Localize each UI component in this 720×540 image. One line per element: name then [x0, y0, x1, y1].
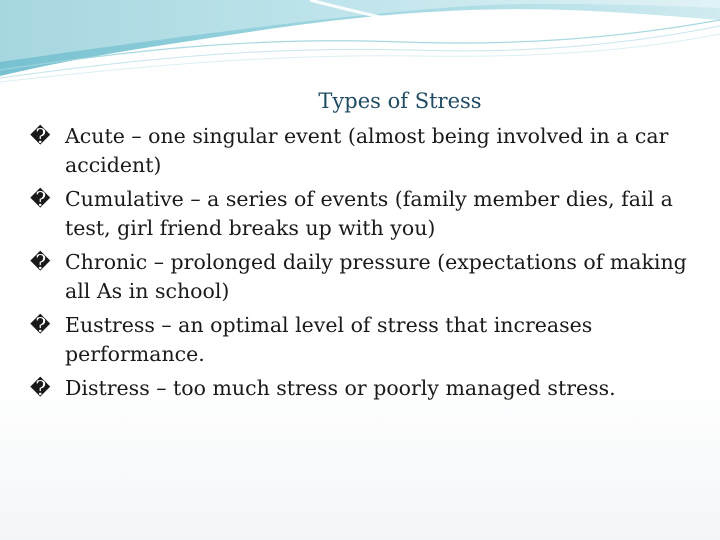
- bullet-glyph: �: [30, 250, 51, 274]
- list-item: [30, 311, 690, 369]
- bullet-glyph: �: [30, 124, 51, 148]
- bullet-glyph: �: [30, 313, 51, 337]
- bullet-list: [30, 122, 690, 408]
- list-item: [30, 248, 690, 306]
- header-wave-decoration: [0, 0, 720, 90]
- list-item-text: Cumulative – a series of events (family member dies, fail a test, girl friend breaks up with you): [65, 187, 673, 240]
- list-item-text: Distress – too much stress or poorly managed stress.: [65, 376, 616, 400]
- bullet-glyph: �: [30, 376, 51, 400]
- list-item: [30, 122, 690, 180]
- list-item-text: Acute – one singular event (almost being involved in a car accident): [65, 124, 669, 177]
- list-item-text: Eustress – an optimal level of stress that increases performance.: [65, 313, 593, 366]
- bullet-glyph: �: [30, 187, 51, 211]
- list-item: [30, 374, 690, 403]
- slide-title: Types of Stress: [318, 89, 482, 113]
- list-item-text: Chronic – prolonged daily pressure (expectations of making all As in school): [65, 250, 687, 303]
- list-item: [30, 185, 690, 243]
